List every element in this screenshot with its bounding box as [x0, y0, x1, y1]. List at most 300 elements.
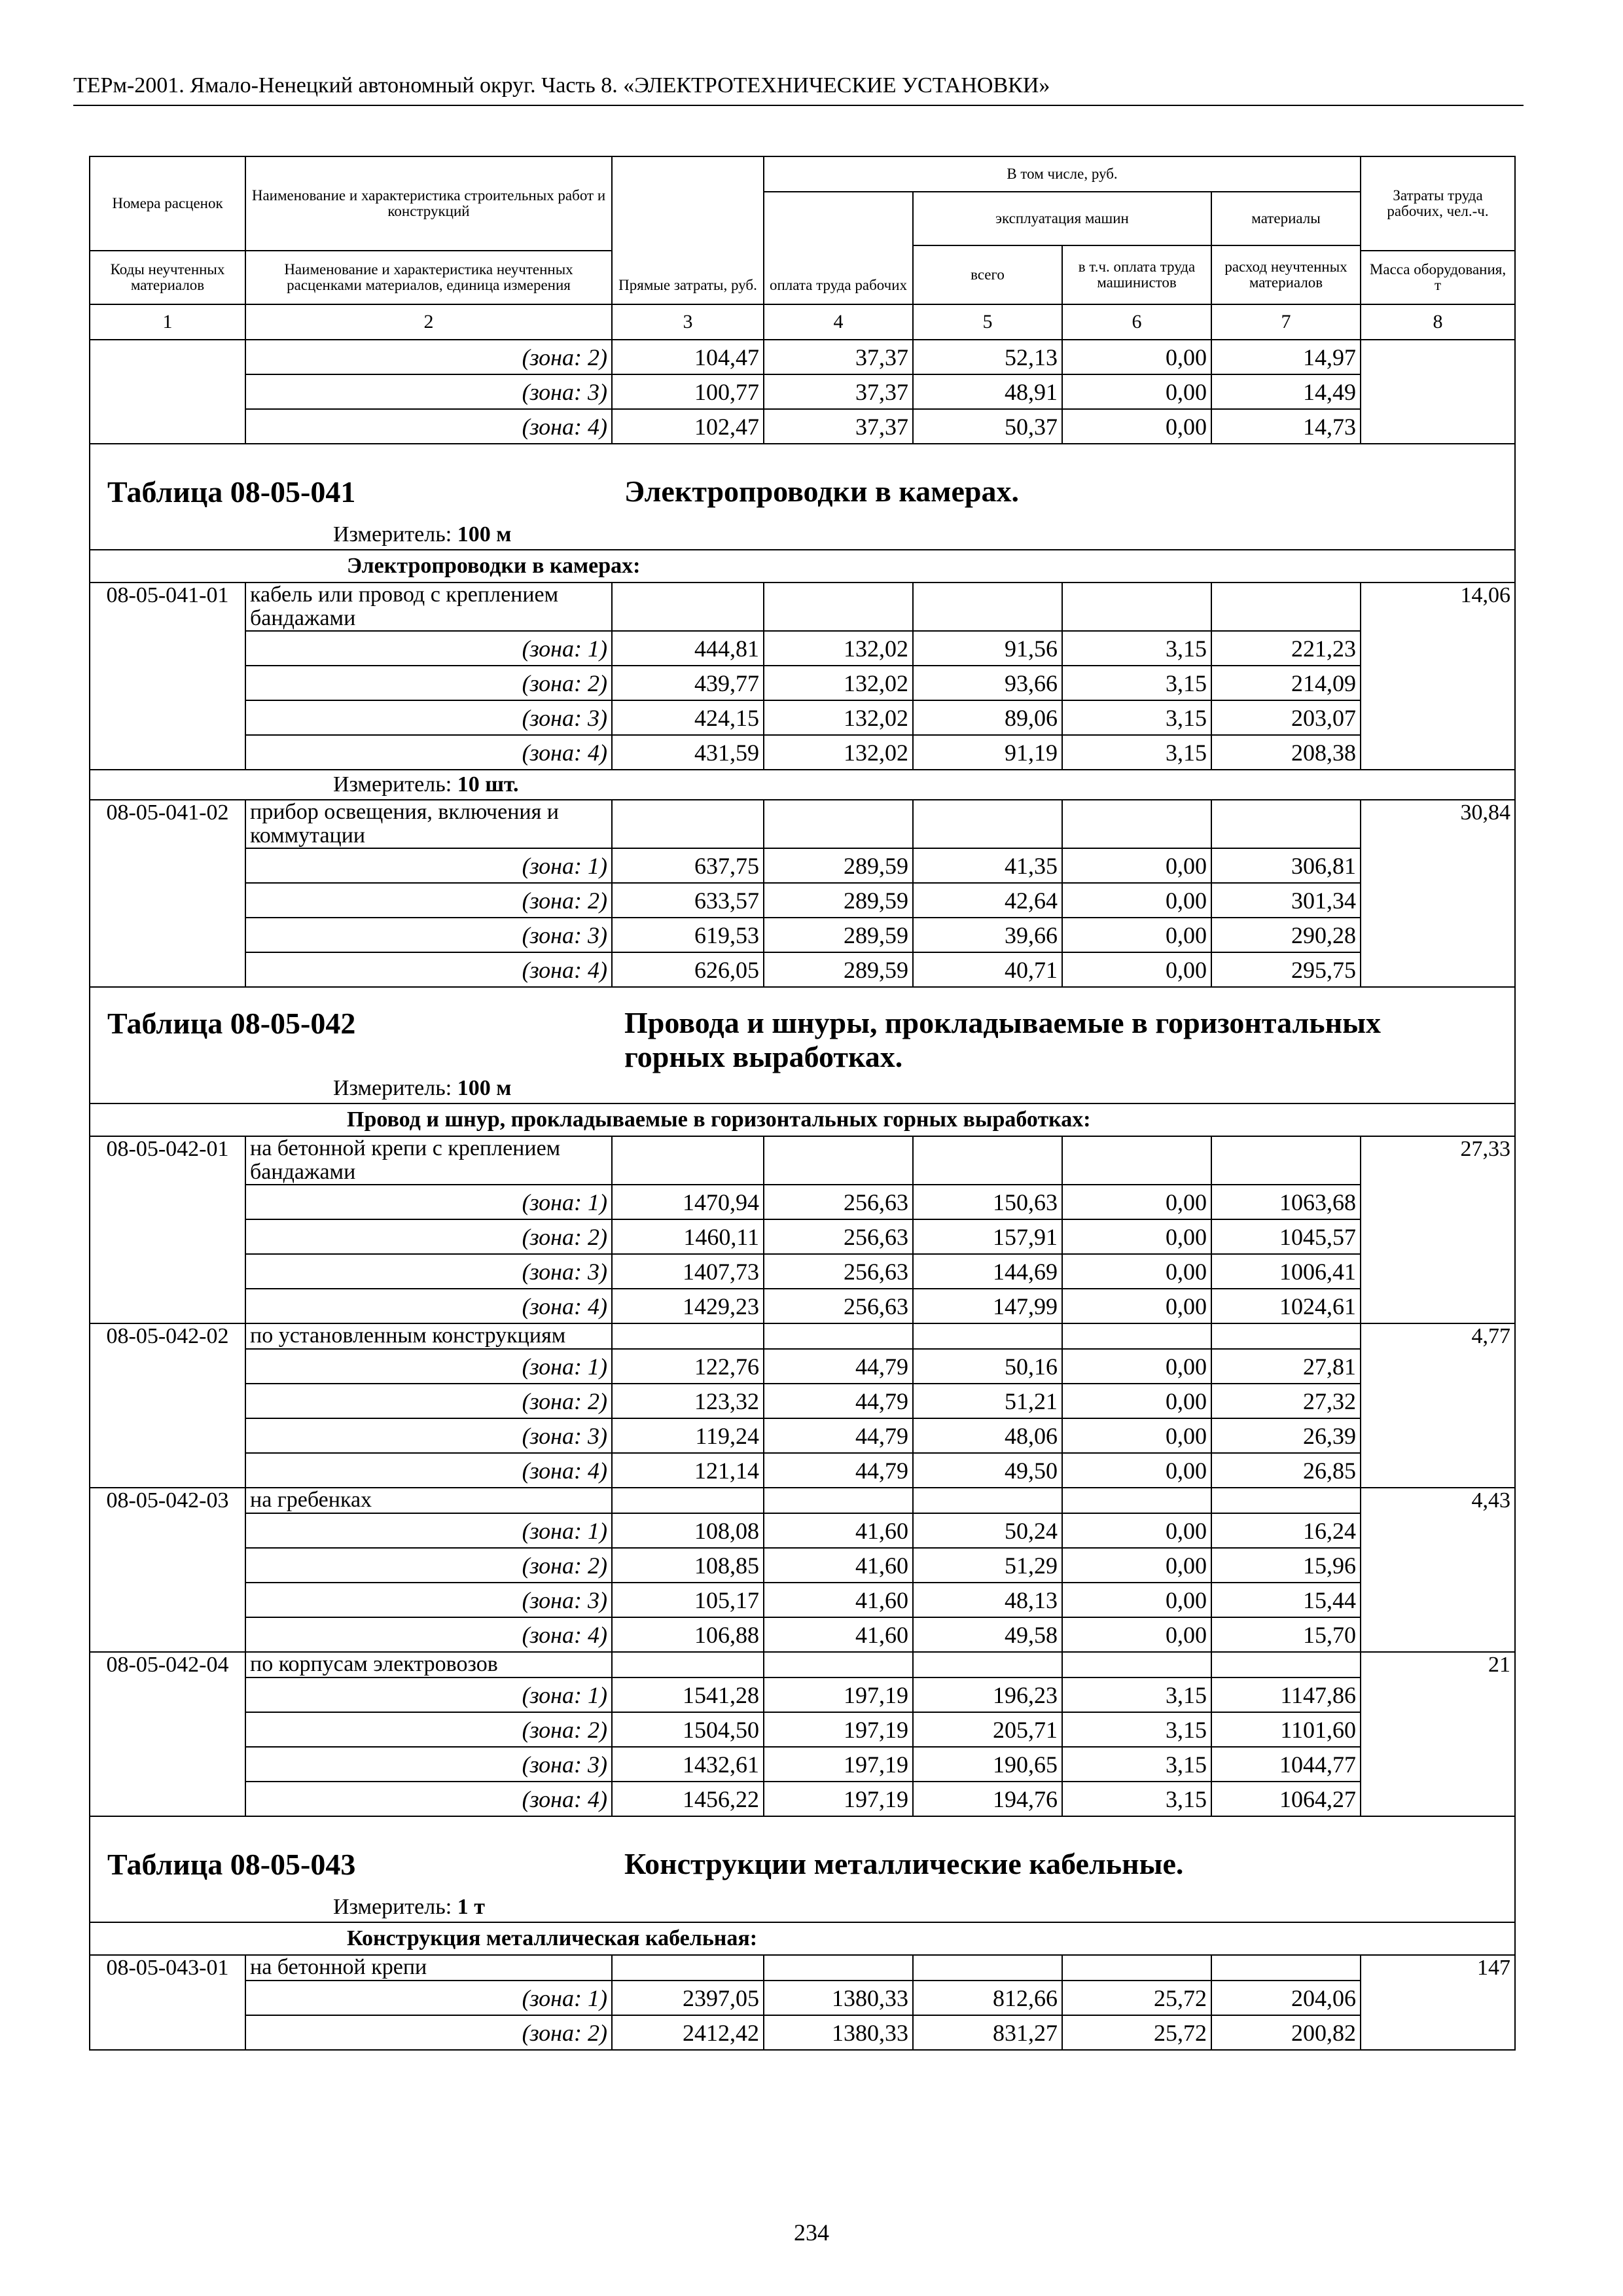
zone-row	[90, 1349, 1515, 1384]
rate-code: 08-05-042-02	[90, 1323, 245, 1349]
wages-value: 1380,33	[764, 1981, 913, 2015]
labor-value: 4,43	[1361, 1488, 1515, 1513]
measure-unit: 100 м	[457, 1076, 512, 1100]
empty-cell	[764, 800, 913, 848]
column-number: 1	[90, 304, 245, 340]
rate-item-row	[90, 800, 1515, 848]
zone-label: (зона: 3)	[245, 700, 612, 735]
empty-cell	[1062, 1955, 1211, 1981]
rate-item-row	[90, 1955, 1515, 1981]
zone-label: (зона: 4)	[245, 409, 612, 444]
labor-cell	[1361, 374, 1515, 409]
rate-code: 08-05-042-04	[90, 1652, 245, 1677]
machines-total-value: 50,37	[913, 409, 1062, 444]
direct-costs-value: 105,17	[612, 1583, 764, 1617]
materials-value: 1006,41	[1211, 1254, 1361, 1289]
materials-value: 27,32	[1211, 1384, 1361, 1418]
rate-item-row	[90, 1136, 1515, 1185]
empty-cell	[1211, 583, 1361, 631]
col-header-code: Номера расценок	[90, 156, 245, 251]
machines-total-value: 205,71	[913, 1712, 1062, 1747]
machinists-wages-value: 3,15	[1062, 1712, 1211, 1747]
wages-value: 41,60	[764, 1583, 913, 1617]
labor-cell	[1361, 1349, 1515, 1384]
group-heading-row	[90, 1103, 1515, 1136]
wages-value: 41,60	[764, 1513, 913, 1548]
column-number: 8	[1361, 304, 1515, 340]
labor-value: 30,84	[1361, 800, 1515, 848]
code-cell	[90, 1583, 245, 1617]
materials-value: 26,85	[1211, 1453, 1361, 1488]
zone-label: (зона: 2)	[245, 2015, 612, 2050]
machinists-wages-value: 25,72	[1062, 1981, 1211, 2015]
rate-item-row	[90, 1652, 1515, 1677]
wages-value: 289,59	[764, 952, 913, 987]
wages-value: 37,37	[764, 340, 913, 374]
zone-label: (зона: 4)	[245, 1617, 612, 1652]
zone-label: (зона: 1)	[245, 1349, 612, 1384]
labor-cell	[1361, 1617, 1515, 1652]
materials-value: 214,09	[1211, 666, 1361, 700]
materials-value: 1045,57	[1211, 1219, 1361, 1254]
empty-cell	[612, 800, 764, 848]
empty-cell	[1211, 1488, 1361, 1513]
machinists-wages-value: 0,00	[1062, 1617, 1211, 1652]
machinists-wages-value: 0,00	[1062, 1453, 1211, 1488]
code-cell	[90, 1548, 245, 1583]
measure-cell	[90, 1893, 1515, 1922]
zone-label: (зона: 1)	[245, 1981, 612, 2015]
empty-cell	[1062, 800, 1211, 848]
labor-cell	[1361, 735, 1515, 770]
zone-row	[90, 1254, 1515, 1289]
labor-cell	[1361, 1384, 1515, 1418]
wages-value: 37,37	[764, 409, 913, 444]
zone-row	[90, 700, 1515, 735]
empty-cell	[764, 1323, 913, 1349]
rate-code: 08-05-042-03	[90, 1488, 245, 1513]
code-cell	[90, 1418, 245, 1453]
materials-value: 14,97	[1211, 340, 1361, 374]
measure-label: Измеритель:	[333, 1076, 457, 1100]
col-header-direct-costs: Прямые затраты, руб.	[612, 156, 764, 304]
machines-total-value: 812,66	[913, 1981, 1062, 2015]
direct-costs-value: 626,05	[612, 952, 764, 987]
labor-cell	[1361, 1782, 1515, 1816]
code-cell	[90, 631, 245, 666]
wages-value: 132,02	[764, 700, 913, 735]
direct-costs-value: 2397,05	[612, 1981, 764, 2015]
wages-value: 289,59	[764, 848, 913, 883]
machinists-wages-value: 0,00	[1062, 1349, 1211, 1384]
zone-label: (зона: 4)	[245, 1289, 612, 1323]
col-header-machines: эксплуатация машин	[913, 192, 1211, 245]
col-header-name: Наименование и характеристика строительных работ и конструкций	[245, 156, 612, 251]
materials-value: 204,06	[1211, 1981, 1361, 2015]
zone-row	[90, 952, 1515, 987]
machines-total-value: 49,50	[913, 1453, 1062, 1488]
machines-total-value: 40,71	[913, 952, 1062, 987]
rate-description: на гребенках	[245, 1488, 612, 1513]
running-header: ТЕРм-2001. Ямало-Ненецкий автономный округ. Часть 8. «ЭЛЕКТРОТЕХНИЧЕСКИЕ УСТАНОВКИ»	[73, 73, 1050, 98]
wages-value: 256,63	[764, 1254, 913, 1289]
direct-costs-value: 108,85	[612, 1548, 764, 1583]
zone-row	[90, 409, 1515, 444]
labor-cell	[1361, 2015, 1515, 2050]
empty-cell	[612, 1652, 764, 1677]
machinists-wages-value: 0,00	[1062, 952, 1211, 987]
empty-cell	[913, 1323, 1062, 1349]
code-cell	[90, 848, 245, 883]
measure-unit: 1 т	[457, 1895, 485, 1919]
labor-cell	[1361, 666, 1515, 700]
empty-cell	[612, 1955, 764, 1981]
empty-cell	[913, 1488, 1062, 1513]
empty-cell	[764, 1652, 913, 1677]
wages-value: 197,19	[764, 1677, 913, 1712]
zone-label: (зона: 4)	[245, 952, 612, 987]
materials-value: 14,73	[1211, 409, 1361, 444]
measure-row	[90, 1074, 1515, 1103]
materials-value: 1024,61	[1211, 1289, 1361, 1323]
zone-label: (зона: 4)	[245, 735, 612, 770]
empty-cell	[913, 1136, 1062, 1185]
materials-value: 301,34	[1211, 883, 1361, 918]
labor-cell	[1361, 1747, 1515, 1782]
measure-label: Измеритель:	[333, 772, 457, 797]
code-cell	[90, 409, 245, 444]
empty-cell	[612, 1323, 764, 1349]
zone-row	[90, 340, 1515, 374]
empty-cell	[612, 1136, 764, 1185]
table-title: Электропроводки в камерах.	[624, 474, 1019, 508]
zone-row	[90, 1185, 1515, 1219]
machines-total-value: 144,69	[913, 1254, 1062, 1289]
machines-total-value: 51,21	[913, 1384, 1062, 1418]
direct-costs-value: 424,15	[612, 700, 764, 735]
empty-cell	[1062, 1488, 1211, 1513]
machinists-wages-value: 0,00	[1062, 1384, 1211, 1418]
code-cell	[90, 1747, 245, 1782]
labor-cell	[1361, 883, 1515, 918]
direct-costs-value: 1470,94	[612, 1185, 764, 1219]
wages-value: 41,60	[764, 1617, 913, 1652]
code-cell	[90, 1981, 245, 2015]
machinists-wages-value: 3,15	[1062, 631, 1211, 666]
materials-value: 1064,27	[1211, 1782, 1361, 1816]
machines-total-value: 42,64	[913, 883, 1062, 918]
machines-total-value: 93,66	[913, 666, 1062, 700]
zone-label: (зона: 1)	[245, 1185, 612, 1219]
empty-cell	[764, 1955, 913, 1981]
table-title-row	[90, 444, 1515, 520]
zone-row	[90, 1513, 1515, 1548]
empty-cell	[1062, 583, 1211, 631]
labor-cell	[1361, 1254, 1515, 1289]
machines-total-value: 50,16	[913, 1349, 1062, 1384]
materials-value: 14,49	[1211, 374, 1361, 409]
col-header-material-codes: Коды неучтенных материалов	[90, 251, 245, 304]
col-header-materials: материалы	[1211, 192, 1361, 245]
col-header-wages: оплата труда рабочих	[764, 192, 913, 304]
materials-value: 15,44	[1211, 1583, 1361, 1617]
zone-row	[90, 883, 1515, 918]
labor-cell	[1361, 409, 1515, 444]
zone-label: (зона: 3)	[245, 1747, 612, 1782]
empty-cell	[612, 583, 764, 631]
labor-cell	[1361, 1185, 1515, 1219]
labor-value: 21	[1361, 1652, 1515, 1677]
zone-row	[90, 1418, 1515, 1453]
group-heading: Провод и шнур, прокладываемые в горизонтальных горных выработках:	[90, 1103, 1515, 1136]
wages-value: 197,19	[764, 1747, 913, 1782]
rate-code: 08-05-041-02	[90, 800, 245, 848]
col-header-machinists: в т.ч. оплата труда машинистов	[1062, 245, 1211, 304]
wages-value: 289,59	[764, 883, 913, 918]
direct-costs-value: 108,08	[612, 1513, 764, 1548]
direct-costs-value: 122,76	[612, 1349, 764, 1384]
machinists-wages-value: 0,00	[1062, 1418, 1211, 1453]
code-cell	[90, 1219, 245, 1254]
empty-cell	[913, 1955, 1062, 1981]
measure-label: Измеритель:	[333, 1895, 457, 1919]
col-header-material-names: Наименование и характеристика неучтенных расценками материалов, единица измерения	[245, 251, 612, 304]
zone-row	[90, 1617, 1515, 1652]
zone-label: (зона: 1)	[245, 1513, 612, 1548]
rate-item-row	[90, 1323, 1515, 1349]
code-cell	[90, 1677, 245, 1712]
group-heading: Электропроводки в камерах:	[90, 550, 1515, 583]
labor-cell	[1361, 1712, 1515, 1747]
machines-total-value: 147,99	[913, 1289, 1062, 1323]
zone-row	[90, 918, 1515, 952]
zone-label: (зона: 3)	[245, 1583, 612, 1617]
zone-label: (зона: 3)	[245, 374, 612, 409]
direct-costs-value: 102,47	[612, 409, 764, 444]
empty-cell	[764, 583, 913, 631]
labor-cell	[1361, 1219, 1515, 1254]
wages-value: 132,02	[764, 735, 913, 770]
materials-value: 203,07	[1211, 700, 1361, 735]
materials-value: 26,39	[1211, 1418, 1361, 1453]
direct-costs-value: 123,32	[612, 1384, 764, 1418]
zone-label: (зона: 2)	[245, 1712, 612, 1747]
code-cell	[90, 2015, 245, 2050]
wages-value: 44,79	[764, 1453, 913, 1488]
measure-row	[90, 520, 1515, 550]
machinists-wages-value: 3,15	[1062, 1747, 1211, 1782]
materials-value: 1063,68	[1211, 1185, 1361, 1219]
direct-costs-value: 104,47	[612, 340, 764, 374]
zone-row	[90, 374, 1515, 409]
labor-cell	[1361, 952, 1515, 987]
measure-row	[90, 770, 1515, 800]
labor-cell	[1361, 1453, 1515, 1488]
rate-description: по корпусам электровозов	[245, 1652, 612, 1677]
empty-cell	[1062, 1136, 1211, 1185]
direct-costs-value: 637,75	[612, 848, 764, 883]
direct-costs-value: 1407,73	[612, 1254, 764, 1289]
measure-cell	[90, 770, 1515, 800]
machinists-wages-value: 3,15	[1062, 700, 1211, 735]
zone-row	[90, 1548, 1515, 1583]
table-number: Таблица 08-05-041	[107, 475, 356, 509]
empty-cell	[913, 800, 1062, 848]
direct-costs-value: 119,24	[612, 1418, 764, 1453]
machines-total-value: 150,63	[913, 1185, 1062, 1219]
machines-total-value: 91,56	[913, 631, 1062, 666]
table-title-cell	[90, 987, 1515, 1074]
machinists-wages-value: 3,15	[1062, 1782, 1211, 1816]
rate-code: 08-05-043-01	[90, 1955, 245, 1981]
labor-value: 147	[1361, 1955, 1515, 1981]
code-cell	[90, 952, 245, 987]
machinists-wages-value: 3,15	[1062, 735, 1211, 770]
labor-cell	[1361, 1677, 1515, 1712]
machines-total-value: 831,27	[913, 2015, 1062, 2050]
wages-value: 197,19	[764, 1782, 913, 1816]
empty-cell	[913, 1652, 1062, 1677]
measure-unit: 10 шт.	[457, 772, 519, 797]
machinists-wages-value: 0,00	[1062, 1548, 1211, 1583]
wages-value: 256,63	[764, 1219, 913, 1254]
direct-costs-value: 121,14	[612, 1453, 764, 1488]
zone-row	[90, 1712, 1515, 1747]
col-header-including: В том числе, руб.	[764, 156, 1361, 192]
machinists-wages-value: 0,00	[1062, 883, 1211, 918]
machinists-wages-value: 0,00	[1062, 1289, 1211, 1323]
wages-value: 44,79	[764, 1384, 913, 1418]
machines-total-value: 190,65	[913, 1747, 1062, 1782]
code-cell	[90, 374, 245, 409]
page-number: 234	[794, 2219, 829, 2246]
machines-total-value: 194,76	[913, 1782, 1062, 1816]
labor-cell	[1361, 1583, 1515, 1617]
empty-cell	[1062, 1323, 1211, 1349]
code-cell	[90, 883, 245, 918]
code-cell	[90, 700, 245, 735]
zone-label: (зона: 2)	[245, 666, 612, 700]
zone-row	[90, 1384, 1515, 1418]
machinists-wages-value: 0,00	[1062, 1185, 1211, 1219]
machinists-wages-value: 0,00	[1062, 1513, 1211, 1548]
empty-cell	[1211, 800, 1361, 848]
labor-cell	[1361, 1548, 1515, 1583]
zone-row	[90, 1453, 1515, 1488]
labor-cell	[1361, 1289, 1515, 1323]
machines-total-value: 52,13	[913, 340, 1062, 374]
labor-cell	[1361, 918, 1515, 952]
labor-cell	[1361, 1513, 1515, 1548]
machinists-wages-value: 25,72	[1062, 2015, 1211, 2050]
rate-code: 08-05-041-01	[90, 583, 245, 631]
materials-value: 1044,77	[1211, 1747, 1361, 1782]
column-number: 3	[612, 304, 764, 340]
header-rule	[73, 105, 1524, 106]
empty-cell	[764, 1136, 913, 1185]
zone-row	[90, 1289, 1515, 1323]
code-cell	[90, 735, 245, 770]
group-heading-row	[90, 550, 1515, 583]
direct-costs-value: 633,57	[612, 883, 764, 918]
materials-value: 1101,60	[1211, 1712, 1361, 1747]
materials-value: 200,82	[1211, 2015, 1361, 2050]
table-title-cell	[90, 1816, 1515, 1893]
machinists-wages-value: 0,00	[1062, 340, 1211, 374]
materials-value: 208,38	[1211, 735, 1361, 770]
direct-costs-value: 1456,22	[612, 1782, 764, 1816]
wages-value: 289,59	[764, 918, 913, 952]
wages-value: 1380,33	[764, 2015, 913, 2050]
machinists-wages-value: 0,00	[1062, 918, 1211, 952]
rate-item-row	[90, 583, 1515, 631]
wages-value: 44,79	[764, 1349, 913, 1384]
zone-label: (зона: 2)	[245, 1384, 612, 1418]
column-number: 6	[1062, 304, 1211, 340]
labor-cell	[1361, 700, 1515, 735]
code-cell	[90, 1349, 245, 1384]
machinists-wages-value: 0,00	[1062, 848, 1211, 883]
materials-value: 27,81	[1211, 1349, 1361, 1384]
materials-value: 221,23	[1211, 631, 1361, 666]
zone-row	[90, 2015, 1515, 2050]
col-header-mass: Масса оборудования, т	[1361, 251, 1515, 304]
machines-total-value: 48,06	[913, 1418, 1062, 1453]
rate-description: прибор освещения, включения и коммутации	[245, 800, 612, 848]
code-cell	[90, 1384, 245, 1418]
wages-value: 256,63	[764, 1185, 913, 1219]
labor-cell	[1361, 848, 1515, 883]
col-header-unaccounted: расход неучтенных материалов	[1211, 245, 1361, 304]
direct-costs-value: 1460,11	[612, 1219, 764, 1254]
rate-code: 08-05-042-01	[90, 1136, 245, 1185]
machines-total-value: 48,13	[913, 1583, 1062, 1617]
machines-total-value: 39,66	[913, 918, 1062, 952]
materials-value: 295,75	[1211, 952, 1361, 987]
measure-row	[90, 1893, 1515, 1922]
materials-value: 16,24	[1211, 1513, 1361, 1548]
wages-value: 41,60	[764, 1548, 913, 1583]
empty-cell	[1211, 1652, 1361, 1677]
measure-unit: 100 м	[457, 522, 512, 547]
empty-cell	[612, 1488, 764, 1513]
empty-cell	[913, 583, 1062, 631]
measure-label: Измеритель:	[333, 522, 457, 547]
zone-row	[90, 1219, 1515, 1254]
labor-value: 14,06	[1361, 583, 1515, 631]
table-number: Таблица 08-05-043	[107, 1847, 356, 1881]
labor-cell	[1361, 631, 1515, 666]
materials-value: 15,96	[1211, 1548, 1361, 1583]
header-row-1	[90, 156, 1515, 192]
zone-label: (зона: 3)	[245, 918, 612, 952]
materials-value: 290,28	[1211, 918, 1361, 952]
zone-label: (зона: 1)	[245, 631, 612, 666]
code-cell	[90, 666, 245, 700]
table-title: Конструкции металлические кабельные.	[624, 1846, 1184, 1880]
code-cell	[90, 1712, 245, 1747]
zone-row	[90, 1747, 1515, 1782]
empty-cell	[1211, 1323, 1361, 1349]
zone-row	[90, 631, 1515, 666]
table-number: Таблица 08-05-042	[107, 1007, 356, 1040]
machinists-wages-value: 3,15	[1062, 666, 1211, 700]
table-title-row	[90, 987, 1515, 1074]
zone-label: (зона: 3)	[245, 1418, 612, 1453]
direct-costs-value: 431,59	[612, 735, 764, 770]
column-number: 2	[245, 304, 612, 340]
wages-value: 132,02	[764, 631, 913, 666]
